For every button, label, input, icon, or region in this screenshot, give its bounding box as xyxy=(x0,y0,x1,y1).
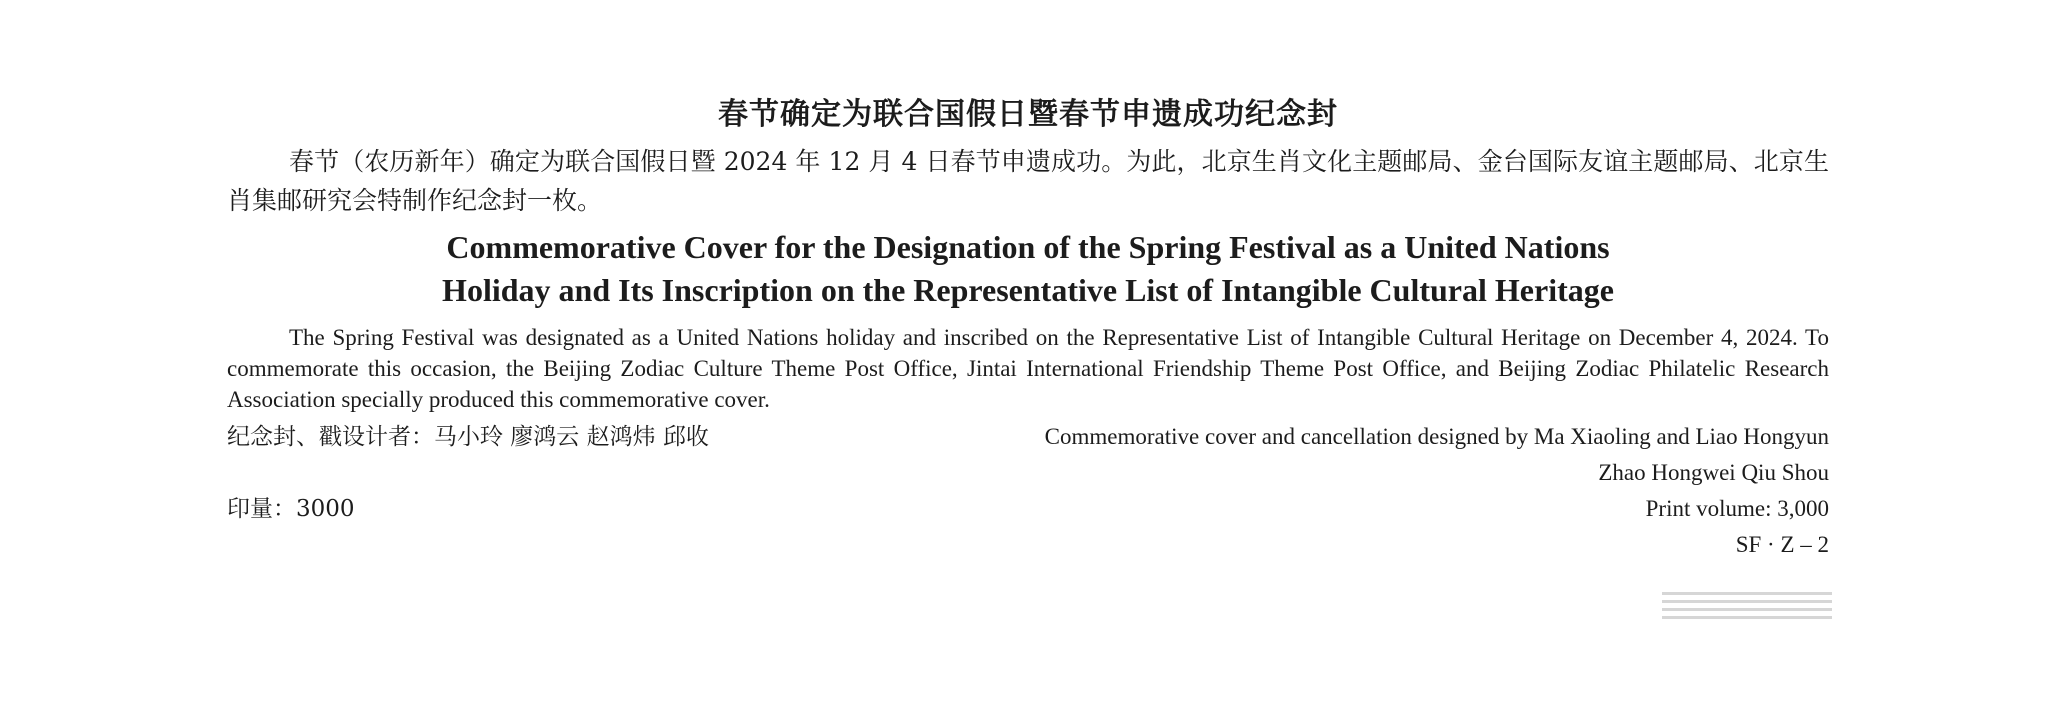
english-title-line-1: Commemorative Cover for the Designation of the Spring Festival as a United Nations xyxy=(446,229,1610,265)
print-volume-english: Print volume: 3,000 xyxy=(1645,496,1829,521)
english-paragraph: The Spring Festival was designated as a United Nations holiday and inscribed on the Representative List of Intangible Cultural Heritage on December 4, 2024. To commemorate this occasion, the Beijing Zodiac Culture Theme Post Office, Jintai International Friendship Theme Post Office, and Beijing Zodiac Philatelic Research Association specially produced this commemorative cover. xyxy=(227,325,1829,412)
decorative-stripes xyxy=(1662,592,1832,632)
english-title-line-2: Holiday and Its Inscription on the Representative List of Intangible Cultural Heritage xyxy=(442,272,1614,308)
english-title xyxy=(227,226,1829,312)
print-volume-chinese: 印量：3000 xyxy=(227,496,355,522)
chinese-paragraph: 春节（农历新年）确定为联合国假日暨 2024 年 12 月 4 日春节申遗成功。为此，北京生肖文化主题邮局、金台国际友谊主题邮局、北京生肖集邮研究会特制作纪念封一枚。 xyxy=(227,147,1829,215)
catalog-code: SF · Z – 2 xyxy=(1735,532,1829,557)
chinese-title: 春节确定为联合国假日暨春节申遗成功纪念封 xyxy=(718,97,1338,132)
credits-english xyxy=(1045,419,1829,563)
designers-english-line-2: Zhao Hongwei Qiu Shou xyxy=(1598,460,1829,485)
credits-block xyxy=(227,419,1829,571)
document-page xyxy=(227,96,1829,571)
designers-english-line-1: Commemorative cover and cancellation designed by Ma Xiaoling and Liao Hongyun xyxy=(1044,424,1829,449)
designers-chinese: 纪念封、戳设计者：马小玲 廖鸿云 赵鸿炜 邱收 xyxy=(227,424,709,450)
